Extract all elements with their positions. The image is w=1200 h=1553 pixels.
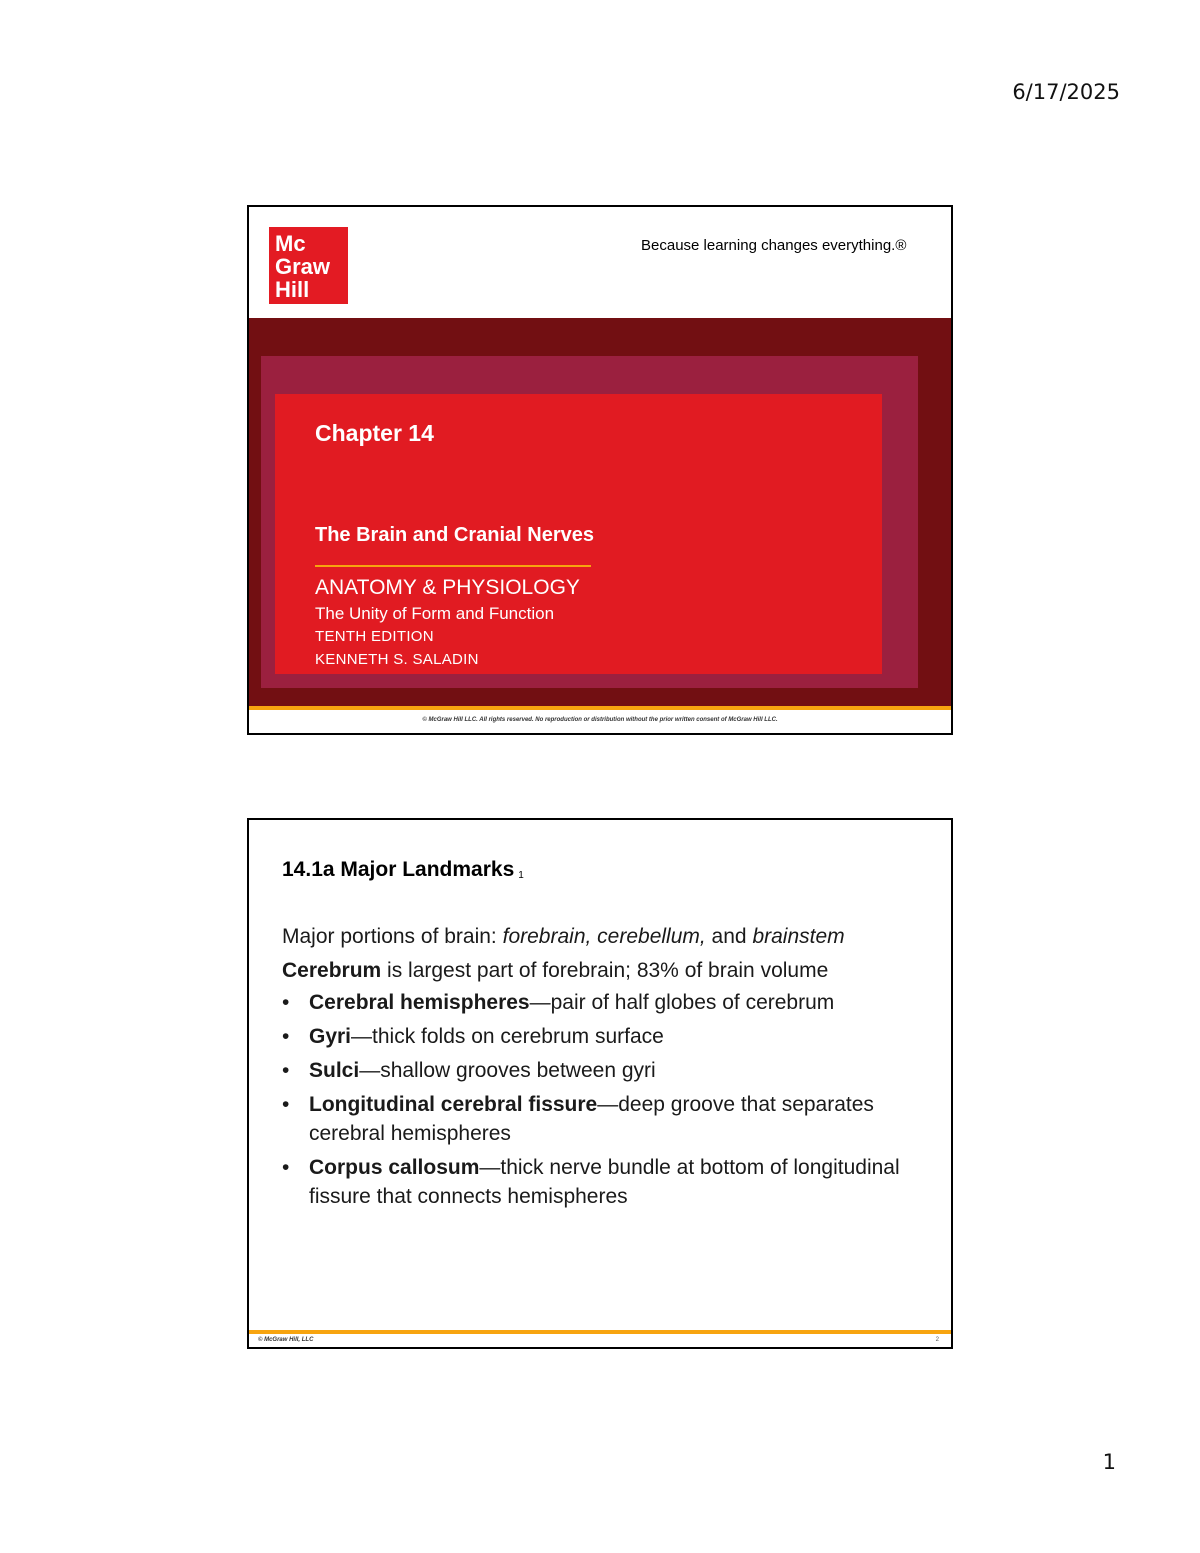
intro-line — [282, 920, 932, 954]
gold-divider — [249, 1330, 951, 1334]
list-item-text: —deep groove that separates cerebral hemispheres — [309, 1093, 874, 1145]
title-band — [249, 318, 951, 706]
author-name: KENNETH S. SALADIN — [315, 651, 479, 668]
page-date: 6/17/2025 — [1012, 80, 1120, 104]
mcgraw-hill-logo — [269, 227, 348, 304]
book-series-title: ANATOMY & PHYSIOLOGY — [315, 576, 580, 599]
slide-heading — [282, 858, 524, 882]
title-frame — [261, 356, 918, 688]
page-number: 1 — [1102, 1450, 1116, 1474]
list-item-text: —thick folds on cerebrum surface — [351, 1025, 664, 1048]
heading-subscript: 1 — [518, 870, 524, 881]
list-item-text: —thick nerve bundle at bottom of longitudinal fissure that connects hemispheres — [309, 1156, 900, 1208]
bullet-icon: • — [282, 1093, 290, 1116]
slide-body — [282, 920, 932, 1216]
intro-term-1: forebrain, cerebellum, — [502, 925, 706, 948]
logo-line-3: Hill — [275, 277, 310, 302]
bullet-icon: • — [282, 1059, 290, 1082]
slide-number: 2 — [935, 1337, 939, 1343]
list-item-term: Cerebral hemispheres — [309, 991, 530, 1014]
landmark-list — [282, 988, 932, 1211]
cerebrum-text: is largest part of forebrain; 83% of brain volume — [381, 959, 829, 982]
logo-line-2: Graw — [275, 254, 331, 279]
list-item-text: —pair of half globes of cerebrum — [529, 991, 835, 1014]
intro-and: and — [705, 925, 753, 948]
cerebrum-term: Cerebrum — [282, 959, 382, 982]
list-item-term: Gyri — [309, 1025, 352, 1048]
logo-line-1: Mc — [275, 231, 306, 256]
list-item-term: Sulci — [309, 1059, 360, 1082]
intro-term-2: brainstem — [752, 925, 845, 948]
copyright-notice: © McGraw Hill LLC. All rights reserved. No reproduction or distribution without the prior written consent of McGraw Hill LLC. — [422, 717, 778, 723]
list-item — [282, 1056, 932, 1085]
list-item — [282, 1022, 932, 1051]
chapter-title: The Brain and Cranial Nerves — [315, 524, 594, 546]
title-slide — [247, 205, 953, 735]
gold-divider — [249, 706, 951, 710]
bullet-icon: • — [282, 1156, 290, 1179]
bullet-icon: • — [282, 1025, 290, 1048]
bullet-icon: • — [282, 991, 290, 1014]
edition-label: TENTH EDITION — [315, 628, 434, 645]
content-slide — [247, 818, 953, 1349]
list-item-term: Corpus callosum — [309, 1156, 480, 1179]
slide-heading-text: 14.1a Major Landmarks — [282, 858, 515, 881]
list-item-text: —shallow grooves between gyri — [359, 1059, 656, 1082]
list-item — [282, 1153, 932, 1211]
list-item — [282, 1090, 932, 1148]
list-item — [282, 988, 932, 1017]
cerebrum-line — [282, 954, 932, 988]
footer-copyright: © McGraw Hill, LLC — [258, 1337, 314, 1343]
intro-prefix: Major portions of brain: — [282, 925, 503, 948]
book-subtitle: The Unity of Form and Function — [315, 604, 555, 623]
list-item-term: Longitudinal cerebral fissure — [309, 1093, 598, 1116]
title-panel — [275, 394, 882, 674]
chapter-label: Chapter 14 — [315, 420, 434, 446]
title-divider — [315, 565, 591, 567]
tagline: Because learning changes everything.® — [641, 237, 907, 254]
slide-header — [249, 207, 951, 318]
